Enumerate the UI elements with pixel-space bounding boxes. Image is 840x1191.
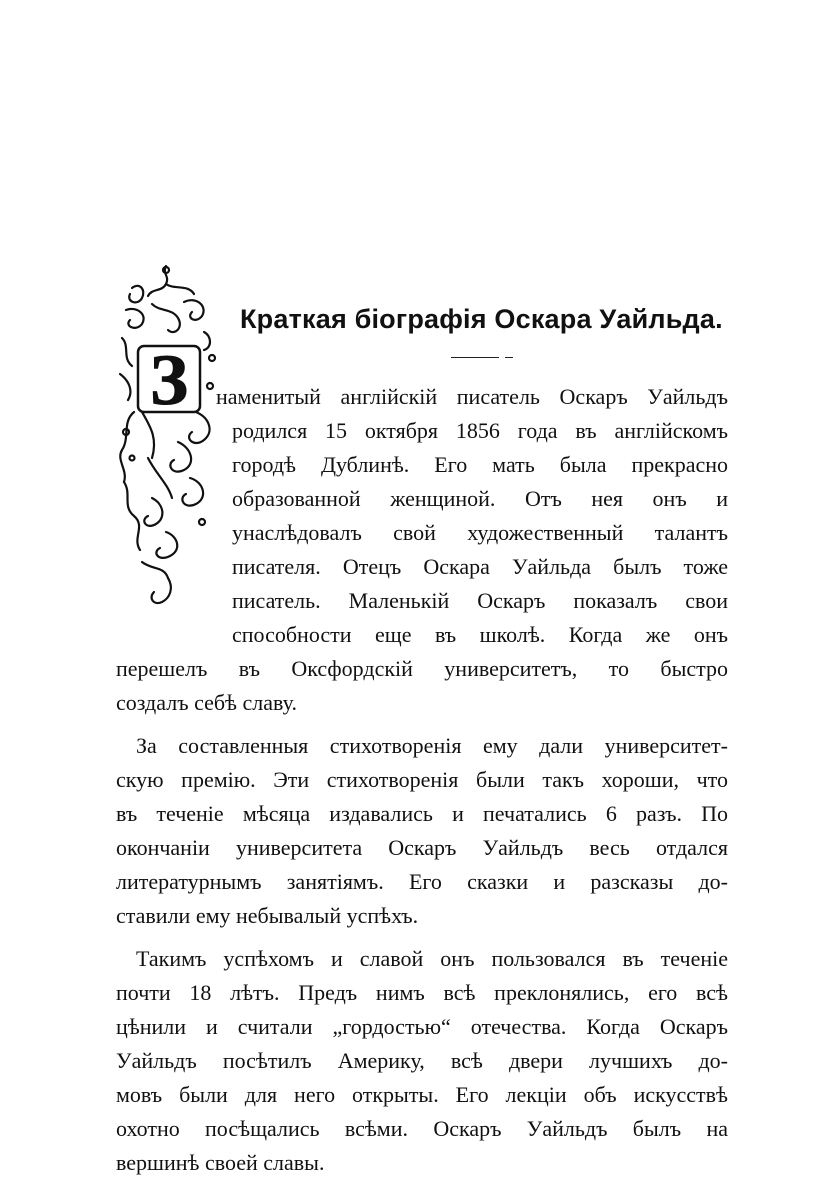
text-line: Уайльдъ посѣтилъ Америку, всѣ двери лучшихъ до-: [116, 1048, 728, 1073]
text-line: мовъ были для него открыты. Его лекціи объ искусствѣ: [116, 1082, 728, 1107]
text-line: унаслѣдовалъ свой художественный талантъ: [232, 520, 728, 545]
text-line: За составленныя стихотворенія ему дали университет-: [136, 733, 728, 758]
text-line: ставили ему небывалый успѣхъ.: [116, 903, 419, 928]
text-line: образованной женщиной. Отъ нея онъ и: [232, 486, 728, 511]
floral-ornament-icon: [112, 262, 220, 607]
text-line: въ теченіе мѣсяца издавались и печатались 6 разъ. По: [116, 801, 728, 826]
text-line: родился 15 октября 1856 года въ англійскомъ: [232, 418, 728, 443]
text-line: литературнымъ занятіямъ. Его сказки и разсказы до-: [116, 869, 728, 894]
text-line: писателя. Отецъ Оскара Уайльда былъ тоже: [232, 554, 728, 579]
text-line: охотно посѣщались всѣми. Оскаръ Уайльдъ былъ на: [116, 1116, 728, 1141]
text-line: Такимъ успѣхомъ и славой онъ пользовался въ теченіе: [136, 946, 728, 971]
title-divider: [451, 357, 499, 358]
text-line: вершинѣ своей славы.: [116, 1150, 325, 1175]
text-line: перешелъ въ Оксфордскій университетъ, то быстро: [116, 656, 728, 681]
text-line: окончаніи университета Оскаръ Уайльдъ весь отдался: [116, 835, 728, 860]
title-divider-dash: [505, 357, 513, 358]
initial-letter: З: [149, 340, 189, 420]
text-line: писатель. Маленькій Оскаръ показалъ свои: [232, 588, 728, 613]
text-line: цѣнили и считали „гордостью“ отечества. Когда Оскаръ: [116, 1014, 728, 1039]
page-title: Краткая біографія Оскара Уайльда.: [240, 304, 723, 334]
text-line: городѣ Дублинѣ. Его мать была прекрасно: [232, 452, 728, 477]
text-line: почти 18 лѣтъ. Предъ нимъ всѣ преклонялись, его всѣ: [116, 980, 728, 1005]
text-line: скую премію. Эти стихотворенія были такъ хороши, что: [116, 767, 728, 792]
text-line: создалъ себѣ славу.: [116, 690, 297, 715]
text-line: наменитый англійскій писатель Оскаръ Уайльдъ: [216, 384, 728, 409]
ornamental-initial: [112, 262, 220, 607]
text-line: способности еще въ школѣ. Когда же онъ: [232, 622, 728, 647]
